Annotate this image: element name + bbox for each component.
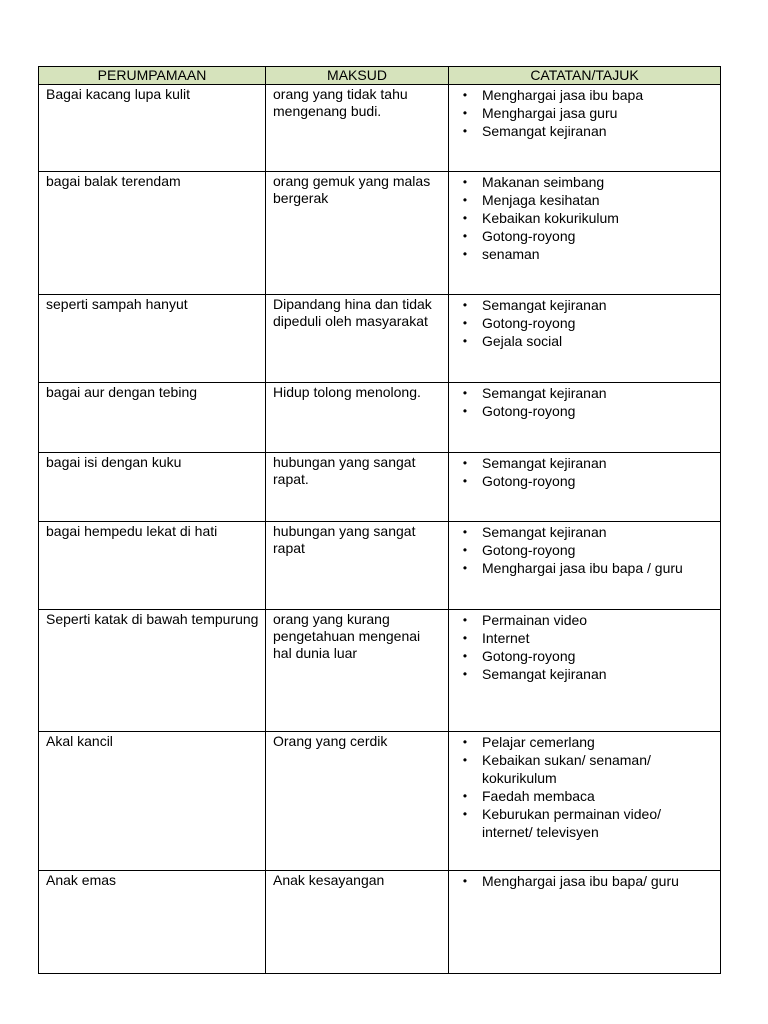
list-item-text: Semangat kejiranan <box>482 666 607 682</box>
maksud-cell <box>266 610 449 732</box>
list-item-text: Kebaikan sukan/ senaman/ kokurikulum <box>482 752 651 786</box>
bullet-icon: • <box>462 211 468 225</box>
list-item-text: Makanan seimbang <box>482 174 605 190</box>
bullet-icon: • <box>462 106 468 120</box>
list-item-text: Semangat kejiranan <box>482 524 607 540</box>
list-item <box>462 523 714 541</box>
list-item <box>462 751 714 787</box>
bullet-icon: • <box>462 667 468 681</box>
idiom-table <box>38 66 721 974</box>
list-item-text: Menghargai jasa guru <box>482 105 618 121</box>
perumpamaan-text: bagai isi dengan kuku <box>46 454 182 470</box>
table-row <box>39 85 721 172</box>
maksud-text: hubungan yang sangat rapat. <box>273 454 416 487</box>
table-row <box>39 453 721 522</box>
list-item-text: Gejala social <box>482 333 563 349</box>
header-maksud: MAKSUD <box>266 67 449 85</box>
list-item-text: Internet <box>482 630 530 646</box>
list-item-text: Semangat kejiranan <box>482 385 607 401</box>
perumpamaan-cell <box>39 871 266 974</box>
bullet-icon: • <box>462 298 468 312</box>
catatan-list <box>456 296 714 350</box>
bullet-icon: • <box>462 175 468 189</box>
list-item-text: Gotong-royong <box>482 542 576 558</box>
bullet-icon: • <box>462 735 468 749</box>
maksud-cell <box>266 85 449 172</box>
bullet-icon: • <box>462 316 468 330</box>
list-item-text: Gotong-royong <box>482 648 576 664</box>
maksud-text: orang gemuk yang malas bergerak <box>273 173 431 206</box>
bullet-icon: • <box>462 124 468 138</box>
list-item <box>462 787 714 805</box>
list-item-text: Semangat kejiranan <box>482 455 607 471</box>
bullet-icon: • <box>462 456 468 470</box>
list-item <box>462 805 714 841</box>
perumpamaan-cell <box>39 453 266 522</box>
catatan-list <box>456 733 714 841</box>
table-row <box>39 295 721 383</box>
perumpamaan-text: Seperti katak di bawah tempurung <box>46 611 259 627</box>
catatan-list <box>456 523 714 577</box>
list-item-text: Gotong-royong <box>482 473 576 489</box>
header-perumpamaan: PERUMPAMAAN <box>39 67 266 85</box>
perumpamaan-cell <box>39 295 266 383</box>
table-row <box>39 610 721 732</box>
maksud-text: orang yang tidak tahu mengenang budi. <box>273 86 408 119</box>
bullet-icon: • <box>462 613 468 627</box>
table-header-row <box>39 67 721 85</box>
catatan-list <box>456 872 714 890</box>
perumpamaan-cell <box>39 85 266 172</box>
list-item-text: Pelajar cemerlang <box>482 734 595 750</box>
perumpamaan-text: bagai aur dengan tebing <box>46 384 198 400</box>
list-item-text: Permainan video <box>482 612 588 628</box>
table-row <box>39 871 721 974</box>
perumpamaan-cell <box>39 522 266 610</box>
catatan-list <box>456 173 714 263</box>
bullet-icon: • <box>462 753 468 767</box>
catatan-cell <box>449 295 721 383</box>
list-item <box>462 245 714 263</box>
list-item-text: Kebaikan kokurikulum <box>482 210 619 226</box>
catatan-list <box>456 384 714 420</box>
maksud-cell <box>266 732 449 871</box>
list-item <box>462 173 714 191</box>
bullet-icon: • <box>462 193 468 207</box>
table-row <box>39 522 721 610</box>
list-item-text: Keburukan permainan video/ internet/ televisyen <box>482 806 662 840</box>
catatan-cell <box>449 732 721 871</box>
catatan-cell <box>449 172 721 295</box>
perumpamaan-text: Anak emas <box>46 872 117 888</box>
bullet-icon: • <box>462 874 468 888</box>
list-item-text: Menghargai jasa ibu bapa <box>482 87 644 103</box>
catatan-list <box>456 611 714 683</box>
perumpamaan-text: bagai balak terendam <box>46 173 181 189</box>
perumpamaan-text: Akal kancil <box>46 733 113 749</box>
maksud-cell <box>266 383 449 453</box>
table-row <box>39 383 721 453</box>
maksud-cell <box>266 453 449 522</box>
catatan-cell <box>449 453 721 522</box>
document-page <box>38 66 720 974</box>
list-item-text: Gotong-royong <box>482 228 576 244</box>
maksud-text: Anak kesayangan <box>273 872 385 888</box>
list-item <box>462 872 714 890</box>
catatan-cell <box>449 383 721 453</box>
list-item <box>462 332 714 350</box>
maksud-cell <box>266 871 449 974</box>
catatan-list <box>456 86 714 140</box>
catatan-cell <box>449 871 721 974</box>
list-item <box>462 611 714 629</box>
maksud-text: Dipandang hina dan tidak dipeduli oleh masyarakat <box>273 296 432 329</box>
list-item <box>462 122 714 140</box>
perumpamaan-cell <box>39 610 266 732</box>
list-item-text: senaman <box>482 246 540 262</box>
perumpamaan-text: seperti sampah hanyut <box>46 296 188 312</box>
catatan-cell <box>449 522 721 610</box>
bullet-icon: • <box>462 561 468 575</box>
list-item <box>462 296 714 314</box>
catatan-cell <box>449 610 721 732</box>
bullet-icon: • <box>462 543 468 557</box>
list-item <box>462 665 714 683</box>
list-item <box>462 384 714 402</box>
maksud-text: orang yang kurang pengetahuan mengenai hal dunia luar <box>273 611 421 661</box>
perumpamaan-cell <box>39 172 266 295</box>
maksud-cell <box>266 295 449 383</box>
bullet-icon: • <box>462 247 468 261</box>
list-item-text: Gotong-royong <box>482 315 576 331</box>
list-item <box>462 629 714 647</box>
list-item-text: Menghargai jasa ibu bapa/ guru <box>482 873 679 889</box>
list-item <box>462 314 714 332</box>
table-row <box>39 172 721 295</box>
maksud-text: Orang yang cerdik <box>273 733 388 749</box>
list-item <box>462 191 714 209</box>
table-row <box>39 732 721 871</box>
bullet-icon: • <box>462 631 468 645</box>
list-item-text: Semangat kejiranan <box>482 297 607 313</box>
catatan-cell <box>449 85 721 172</box>
perumpamaan-cell <box>39 383 266 453</box>
list-item <box>462 472 714 490</box>
list-item <box>462 86 714 104</box>
bullet-icon: • <box>462 525 468 539</box>
list-item <box>462 209 714 227</box>
maksud-text: Hidup tolong menolong. <box>273 384 421 400</box>
perumpamaan-text: bagai hempedu lekat di hati <box>46 523 218 539</box>
header-catatan-tajuk: CATATAN/TAJUK <box>449 67 721 85</box>
maksud-cell <box>266 522 449 610</box>
bullet-icon: • <box>462 88 468 102</box>
bullet-icon: • <box>462 229 468 243</box>
maksud-text: hubungan yang sangat rapat <box>273 523 416 556</box>
list-item-text: Gotong-royong <box>482 403 576 419</box>
list-item <box>462 733 714 751</box>
maksud-cell <box>266 172 449 295</box>
list-item <box>462 559 714 577</box>
perumpamaan-text: Bagai kacang lupa kulit <box>46 86 190 102</box>
list-item <box>462 402 714 420</box>
list-item-text: Menghargai jasa ibu bapa / guru <box>482 560 683 576</box>
bullet-icon: • <box>462 789 468 803</box>
list-item <box>462 104 714 122</box>
bullet-icon: • <box>462 386 468 400</box>
list-item <box>462 647 714 665</box>
list-item-text: Faedah membaca <box>482 788 595 804</box>
catatan-list <box>456 454 714 490</box>
bullet-icon: • <box>462 807 468 821</box>
list-item <box>462 227 714 245</box>
bullet-icon: • <box>462 474 468 488</box>
perumpamaan-cell <box>39 732 266 871</box>
bullet-icon: • <box>462 334 468 348</box>
bullet-icon: • <box>462 404 468 418</box>
list-item <box>462 454 714 472</box>
list-item <box>462 541 714 559</box>
bullet-icon: • <box>462 649 468 663</box>
list-item-text: Menjaga kesihatan <box>482 192 600 208</box>
list-item-text: Semangat kejiranan <box>482 123 607 139</box>
